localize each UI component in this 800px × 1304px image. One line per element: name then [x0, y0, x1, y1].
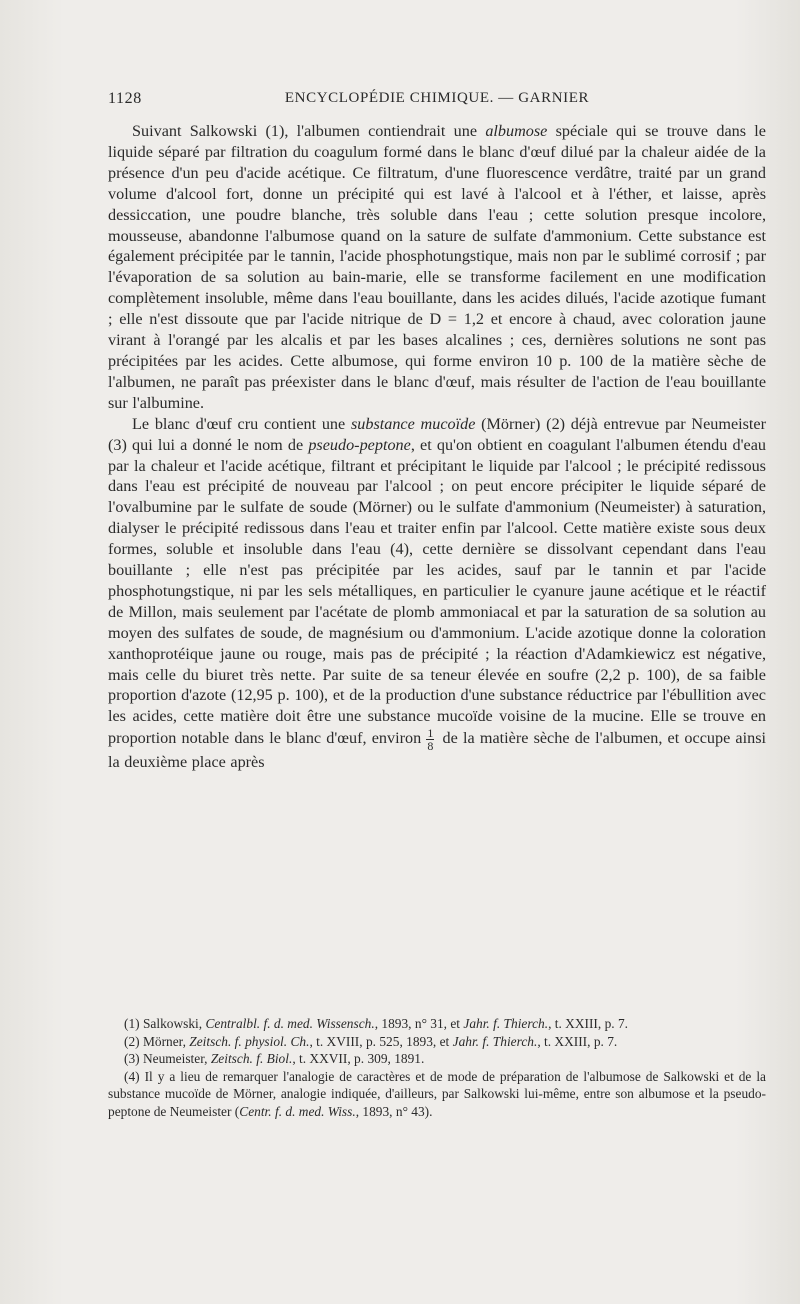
text-run: (3) Neumeister,	[124, 1051, 211, 1067]
paragraph-mucoide	[108, 414, 766, 774]
italic-term: substance mucoïde	[350, 414, 476, 433]
footnote-4	[108, 1068, 766, 1121]
italic-term: pseudo-peptone	[308, 435, 411, 454]
text-run: , 1893, n° 31, et	[374, 1016, 464, 1031]
citation-title: Jahr. f. Thierch.	[463, 1016, 549, 1031]
citation-title: Centr. f. d. med. Wiss.	[239, 1103, 356, 1119]
fraction-numerator: 1	[427, 726, 434, 741]
paragraph-albumose	[108, 121, 766, 414]
citation-title: Zeitsch. f. Biol.	[210, 1051, 293, 1067]
footnote-1	[108, 1015, 766, 1033]
text-run: , t. XXVII, p. 309, 1891.	[292, 1051, 425, 1067]
footnote-3	[108, 1050, 766, 1068]
text-run: (4) Il y a lieu de remarquer l'analogie de caractères et de mode de préparation de l'albumose de Salkowski et de la substance mucoïde de Mörner, analogie indiquée, d'ailleurs, par Salkowski lui-même, entre son albumose et la pseudo-peptone de Neumeister (	[108, 1068, 766, 1119]
footnote-2	[108, 1033, 766, 1051]
text-run: Le blanc d'œuf cru contient une	[132, 414, 351, 433]
body-text	[108, 121, 766, 773]
text-run: (1) Salkowski,	[124, 1016, 206, 1031]
text-run: Suivant Salkowski (1), l'albumen contiendrait une	[132, 122, 486, 140]
page-number: 1128	[108, 90, 142, 107]
text-run: , et qu'on obtient en coagulant l'albumen étendu d'eau par la chaleur et l'acide acétique, filtrant et précipitant le liquide par l'alcool ; le précipité redissous dans l'eau est précipité de nouveau par l'alcool ; on peut encore précipiter le liquide séparé de l'ovalbumine par le sulfate de soude (Mörner) ou le sulfate d'ammonium (Neumeister) à saturation, dialyser le précipité redissous dans l'eau et traiter enfin par l'alcool. Cette matière existe sous deux formes, soluble et insoluble dans l'eau (4), cette dernière se dissolvant cependant dans l'eau bouillante ; elle n'est pas précipitée par les acides, sauf par le tannin et par l'acide phosphotungstique, ni par les sels métalliques, en particulier le cyanure jaune acétique et le réactif de Millon, mais seulement par l'acétate de plomb ammoniacal et par la saturation de sa solution au moyen des sulfates de soude, de magnésium ou d'ammonium. L'acide azotique donne la coloration xanthoprotéique jaune ou rouge, mais pas de précipité ; la réaction d'Adamkiewicz est négative, mais celle du biuret très nette. Par suite de sa teneur élevée en soufre (2,2 p. 100), de sa faible proportion d'azote (12,95 p. 100), et de la production d'une substance réductrice par l'ébullition avec les acides, cette matière doit être une substance mucoïde voisine de la mucine. Elle se trouve en proportion notable dans le blanc d'œuf, environ	[108, 435, 766, 748]
citation-title: Centralbl. f. d. med. Wissensch.	[205, 1016, 375, 1031]
italic-term: albumose	[485, 122, 548, 140]
text-run: , t. XVIII, p. 525, 1893, et	[309, 1033, 453, 1049]
text-run: (Mörner) (2) déjà entrevue par Neumeister (3) qui lui a donné le nom de	[108, 414, 766, 454]
text-run: , t. XXIII, p. 7.	[537, 1033, 618, 1049]
page-header	[108, 90, 766, 114]
citation-title: Zeitsch. f. physiol. Ch.	[189, 1033, 310, 1049]
running-title: ENCYCLOPÉDIE CHIMIQUE. — GARNIER	[284, 90, 590, 106]
citation-title: Jahr. f. Thierch.	[452, 1033, 538, 1049]
footnotes	[108, 1015, 766, 1121]
text-run: , 1893, n° 43).	[355, 1103, 433, 1119]
fraction-one-eighth	[426, 727, 434, 752]
fraction-denominator: 8	[427, 739, 434, 754]
text-run: , t. XXIII, p. 7.	[548, 1016, 629, 1031]
text-run: de la matière sèche de l'albumen, et occupe ainsi la deuxième place après	[108, 729, 767, 772]
text-run: spéciale qui se trouve dans le liquide séparé par filtration du coagulum formé dans le blanc d'œuf dilué par la chaleur aidée de la présence d'un peu d'acide acétique. Ce filtratum, d'une fluorescence verdâtre, traité par un grand volume d'alcool fort, donne un précipité qui est lavé à l'alcool et à l'éther, et laisse, après dessiccation, une poudre blanche, très soluble dans l'eau ; cette solution presque incolore, mousseuse, abandonne l'albumose quand on la sature de sulfate d'ammonium. Cette substance est également précipitée par le tannin, l'acide phosphotungstique, mais non par le sublimé corrosif ; par l'évaporation de sa solution au bain-marie, elle se transforme facilement en une modification complètement insoluble, même dans l'eau bouillante, dans les acides dilués, l'acide azotique fumant ; elle n'est dissoute que par l'acide nitrique de D = 1,2 et encore à chaud, avec coloration jaune virant à l'orangé par les alcalis et par les bases alcalines ; ces, dernières solutions ne sont pas précipitées par les acides. Cette albumose, qui forme environ 10 p. 100 de la matière sèche de l'albumen, ne paraît pas préexister dans le blanc d'œuf, mais résulter de l'action de l'eau bouillante sur l'albumine.	[108, 122, 766, 412]
text-run: (2) Mörner,	[124, 1033, 190, 1049]
